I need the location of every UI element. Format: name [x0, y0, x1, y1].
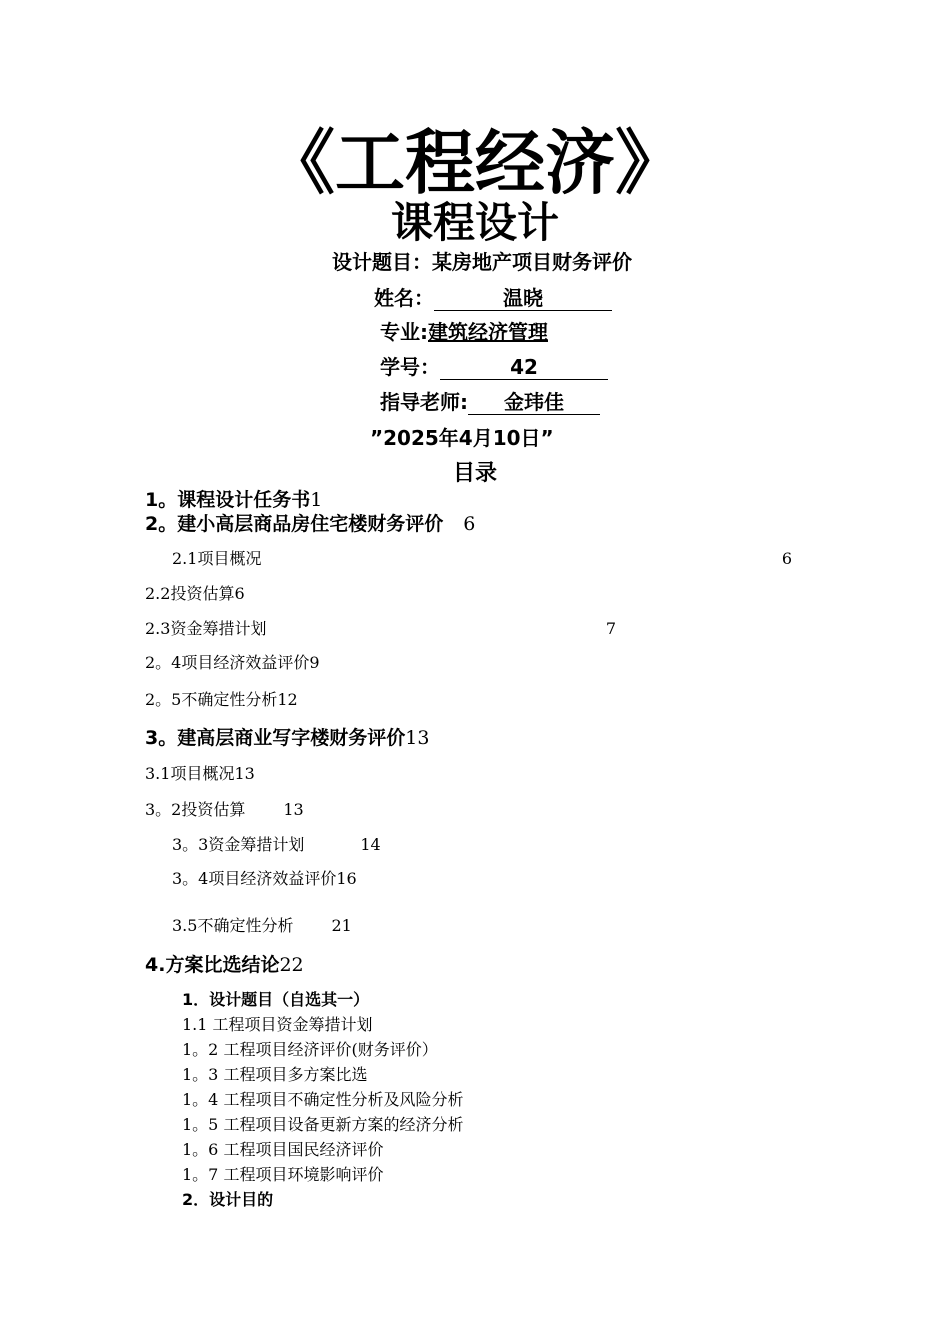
toc-entry-page: 22: [279, 954, 304, 976]
toc-entry-text: 2.1项目概况: [172, 549, 262, 568]
toc-entry[interactable]: [145, 487, 322, 513]
list-item: 1。4 工程项目不确定性分析及风险分析: [182, 1090, 464, 1109]
toc-entry-text: 4.方案比选结论: [145, 954, 280, 976]
toc-entry-page: 6: [781, 549, 792, 568]
design-topic: 设计题目：某房地产项目财务评价: [332, 250, 632, 274]
toc-entry-page: 6: [234, 584, 245, 603]
toc-entry[interactable]: [145, 583, 245, 605]
toc-entry[interactable]: [172, 548, 792, 570]
toc-entry[interactable]: [145, 689, 298, 711]
section-heading: 2．设计目的: [182, 1190, 274, 1209]
toc-entry-page: 13: [283, 800, 304, 819]
document-subtitle: 课程设计: [390, 198, 559, 247]
toc-entry-page: 14: [360, 835, 381, 854]
toc-title: 目录: [452, 461, 497, 486]
toc-entry-text: 2。建小高层商品房住宅楼财务评价: [145, 513, 444, 535]
advisor-line: [380, 388, 600, 416]
toc-entry-text: 3。2投资估算: [145, 800, 246, 819]
toc-entry-text: 2。4项目经济效益评价: [145, 653, 310, 672]
toc-entry[interactable]: [172, 868, 357, 890]
toc-entry[interactable]: [145, 652, 320, 674]
list-item: 1。7 工程项目环境影响评价: [182, 1165, 384, 1184]
toc-entry-page: 13: [234, 764, 255, 783]
toc-entry-page: 21: [331, 916, 352, 935]
list-item: 1。3 工程项目多方案比选: [182, 1065, 368, 1084]
student-id-label: 学号：: [380, 355, 440, 379]
toc-entry-text: 3。4项目经济效益评价: [172, 869, 337, 888]
toc-entry-page: 9: [309, 653, 320, 672]
section-heading: 1．设计题目（自选其一）: [182, 990, 370, 1009]
toc-entry-page: 1: [310, 489, 323, 511]
toc-entry-page: 6: [463, 513, 476, 535]
toc-entry[interactable]: [145, 799, 304, 821]
advisor-value: 金玮佳: [468, 390, 600, 415]
list-item: 1。6 工程项目国民经济评价: [182, 1140, 384, 1159]
toc-entry-text: 3.1项目概况: [145, 764, 235, 783]
list-item: 1。2 工程项目经济评价(财务评价）: [182, 1040, 438, 1059]
toc-entry-text: 2.2投资估算: [145, 584, 235, 603]
toc-entry-page: 7: [605, 619, 616, 638]
major-value: 建筑经济管理: [428, 320, 548, 344]
student-id-line: [380, 353, 608, 381]
toc-entry[interactable]: [172, 834, 381, 856]
toc-entry-page: 13: [405, 727, 430, 749]
toc-entry-text: 3.5不确定性分析: [172, 916, 294, 935]
toc-entry-text: 3。3资金筹措计划: [172, 835, 305, 854]
toc-entry-page: 16: [336, 869, 357, 888]
toc-entry-text: 2。5不确定性分析: [145, 690, 278, 709]
name-value: 温晓: [434, 286, 612, 311]
advisor-label: 指导老师:: [380, 390, 468, 414]
list-item: 1。5 工程项目设备更新方案的经济分析: [182, 1115, 464, 1134]
student-id-value: 42: [440, 355, 608, 380]
name-line: [374, 284, 612, 312]
major-line: [380, 318, 548, 346]
major-label: 专业:: [380, 320, 428, 344]
toc-entry[interactable]: [145, 952, 304, 978]
document-title: 《工程经济》: [265, 122, 685, 204]
toc-entry[interactable]: [145, 725, 429, 751]
toc-entry-text: 3。建高层商业写字楼财务评价: [145, 727, 406, 749]
list-item: 1.1 工程项目资金筹措计划: [182, 1015, 373, 1034]
date-line: ”2025年4月10日”: [370, 426, 554, 450]
toc-entry-page: 12: [277, 690, 298, 709]
toc-entry[interactable]: [172, 915, 352, 937]
toc-entry-text: 2.3资金筹措计划: [145, 619, 267, 638]
name-label: 姓名：: [374, 286, 434, 310]
toc-entry-text: 1。课程设计任务书: [145, 489, 311, 511]
toc-entry[interactable]: [145, 511, 475, 537]
toc-entry[interactable]: [145, 618, 620, 640]
toc-entry[interactable]: [145, 763, 255, 785]
